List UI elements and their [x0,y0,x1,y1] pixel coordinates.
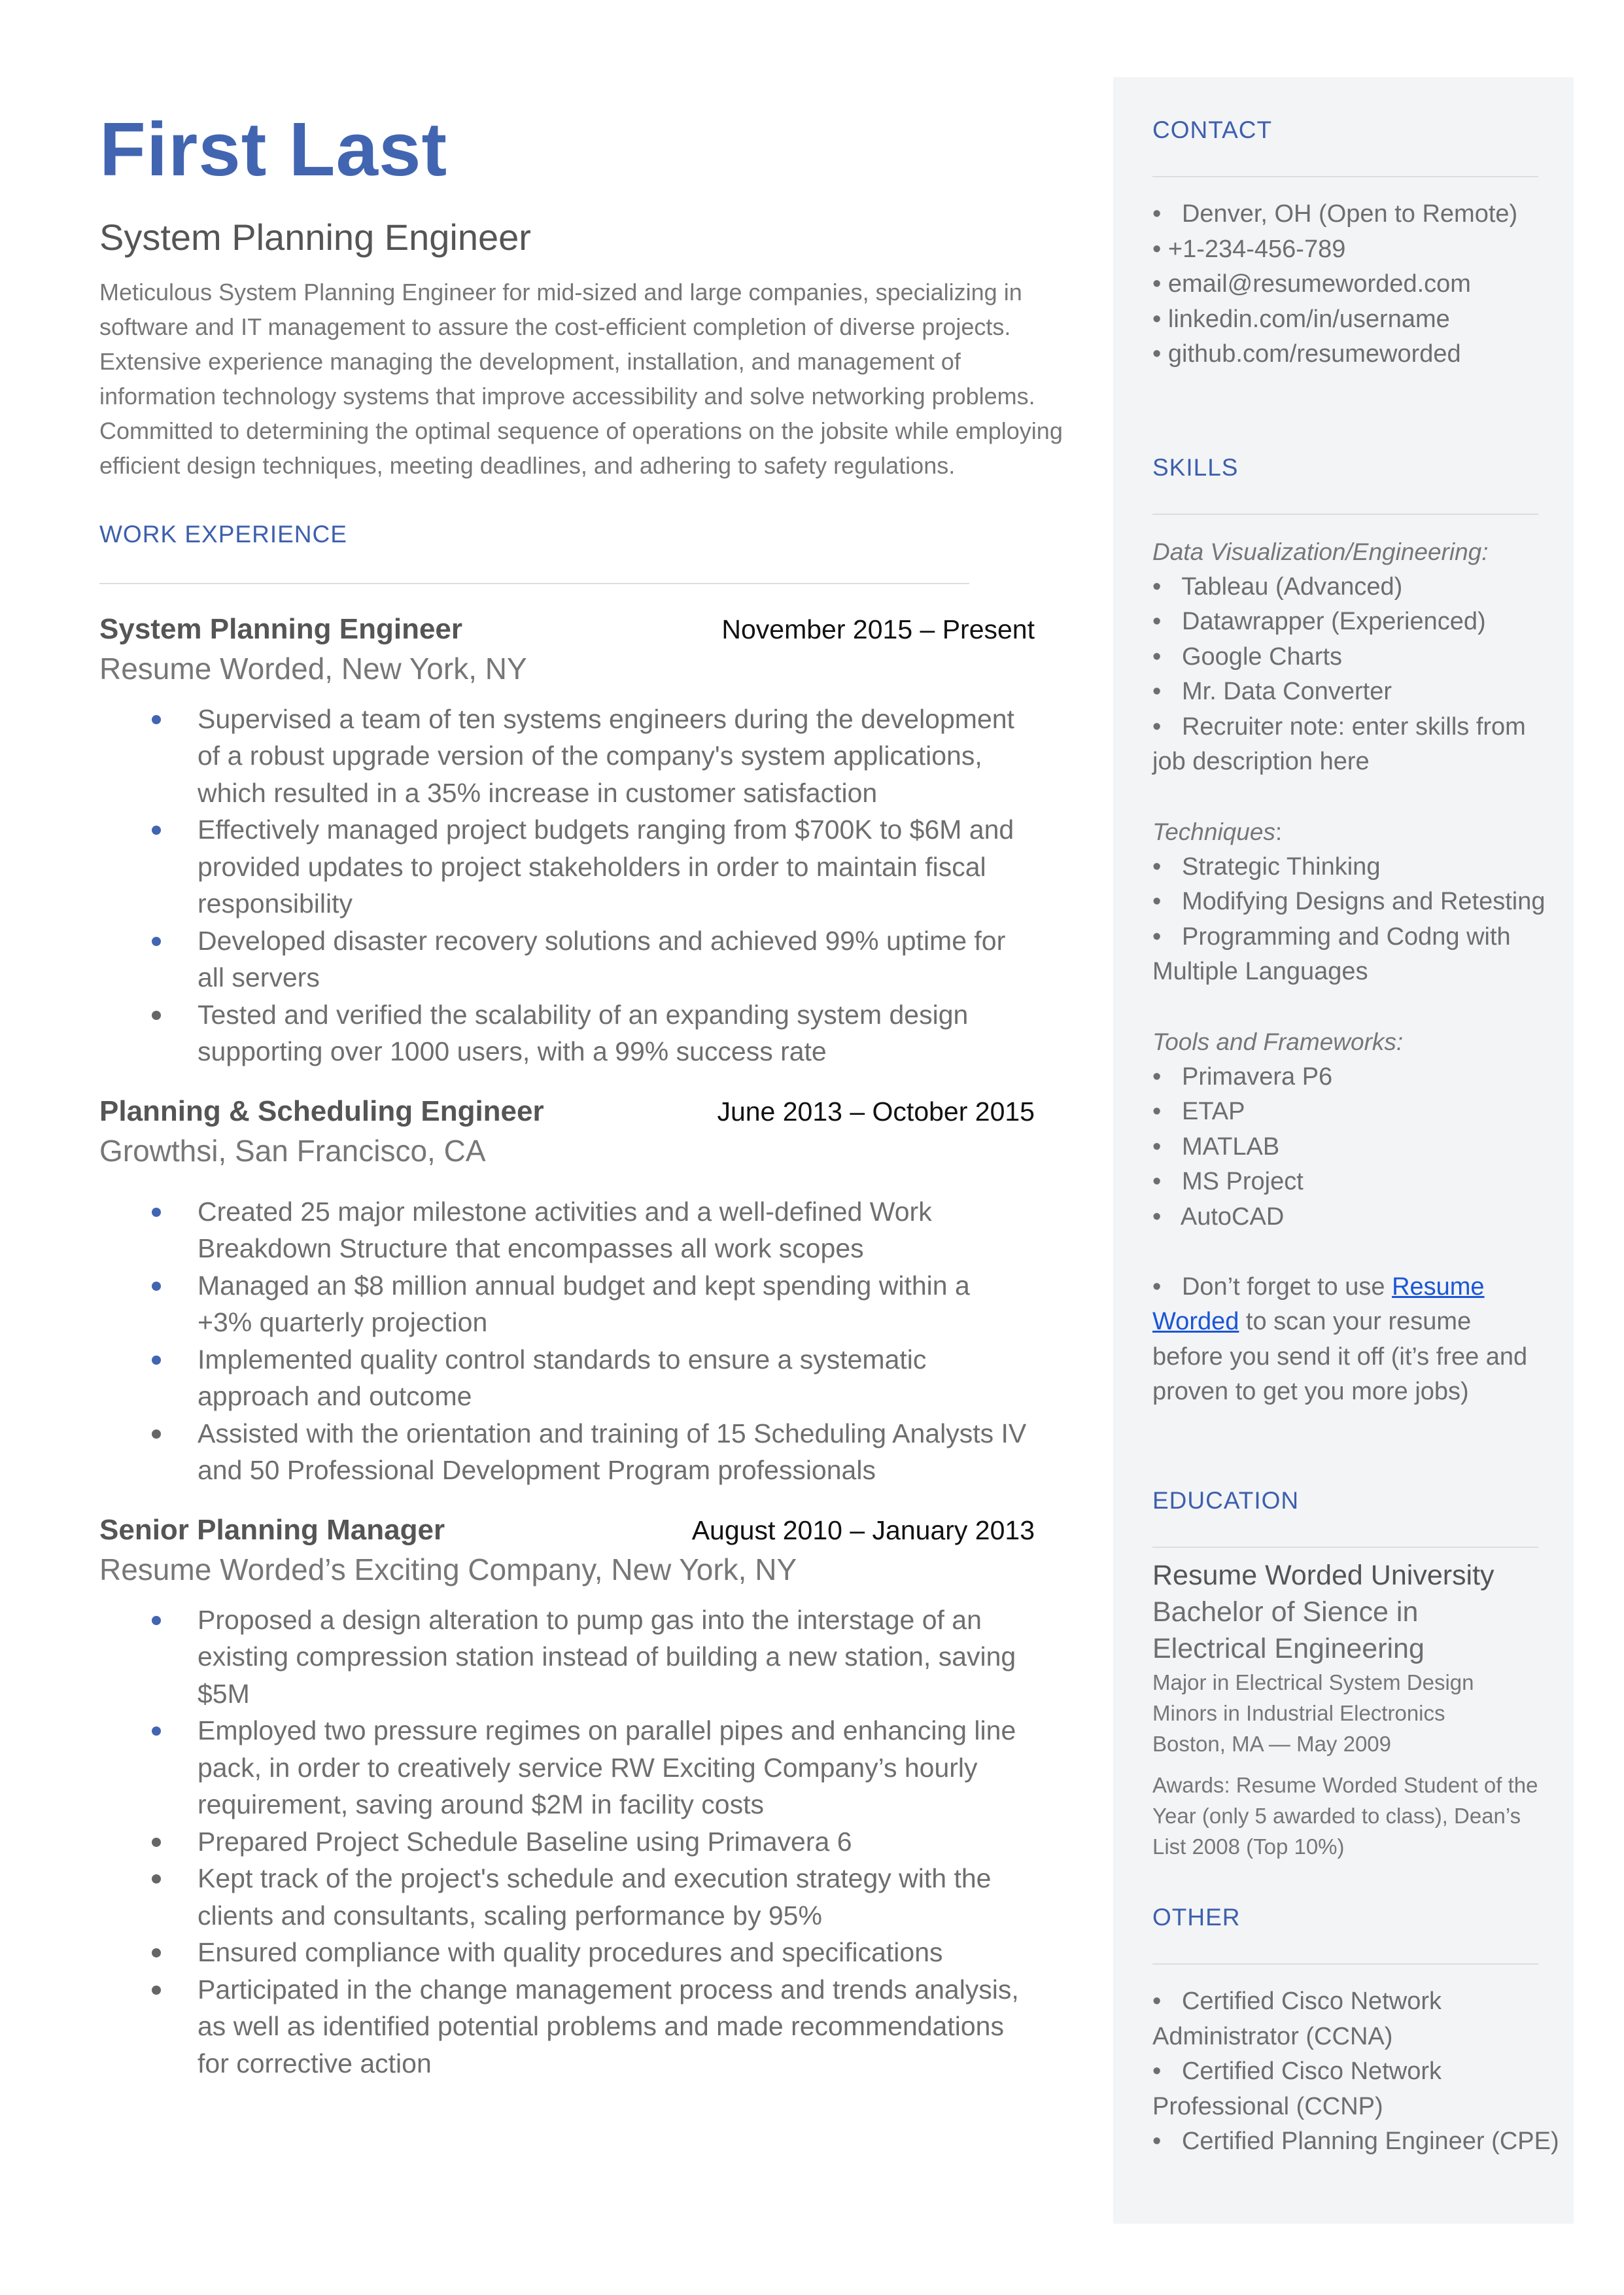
job-bullet [99,1971,1028,2082]
skills-category-label: Techniques: [1152,818,1283,845]
education-divider [1152,1547,1538,1548]
candidate-name: First Last [99,107,448,192]
job-dates: November 2015 – Present [721,614,1035,644]
skill-item: • Primavera P6 [1152,1062,1333,1091]
job-company: Resume Worded, New York, NY [99,651,527,686]
job-bullets [99,701,1028,1070]
skill-item: • Datawrapper (Experienced) [1152,608,1486,635]
education-location-date: Boston, MA — May 2009 [1152,1732,1392,1756]
job-bullets [99,1193,1028,1489]
job-bullet-text: Assisted with the orientation and training of 15 Scheduling Analysts IV and 50 Professional Development Program professionals [198,1418,1027,1486]
skills-category-label: Data Visualization/Engineering: [1152,538,1489,565]
bullet-dot-icon [152,1874,161,1883]
job-bullet [99,1934,1028,1971]
job-bullet [99,1602,1028,1713]
job-bullet-text: Tested and verified the scalability of an expanding system design supporting over 1000 users, with a 99% success rate [198,999,969,1067]
skills-category-label: Tools and Frameworks: [1152,1028,1404,1055]
job-bullet-text: Ensured compliance with quality procedures and specifications [198,1937,943,1968]
bullet-dot-icon [152,1282,161,1291]
bullet-dot-icon [152,1948,161,1957]
job-bullet [99,1415,1028,1489]
work-experience-divider [99,583,969,584]
job-bullet-text: Proposed a design alteration to pump gas into the interstage of an existing compression station instead of building a new station, saving $5M [198,1604,1016,1709]
other-list [1152,1984,1559,2160]
bullet-dot-icon [152,937,161,946]
skill-item: • MATLAB [1152,1132,1280,1161]
job-bullet-text: Employed two pressure regimes on parallel pipes and enhancing line pack, in order to creatively service RW Exciting Company’s hourly requirement, saving around $2M in facility costs [198,1715,1016,1820]
job-bullet-text: Prepared Project Schedule Baseline using Primavera 6 [198,1826,852,1857]
skills-divider [1152,514,1538,515]
certification-item: • Certified Cisco Network Administrator (CCNA) [1152,1988,1442,2050]
other-heading: OTHER [1152,1904,1241,1931]
job-bullet [99,1193,1028,1267]
job-bullet-text: Managed an $8 million annual budget and kept spending within a +3% quarterly projection [198,1270,970,1338]
summary-text: Meticulous System Planning Engineer for mid-sized and large companies, specializing in software and IT management to assure the cost-efficient completion of diverse projects. Extensive experience managing the development, installation, and management of information technology systems that improve accessibility and solve networking problems. Committed to determining the optimal sequence of operations on the jobsite while employing efficient design techniques, meeting deadlines, and adhering to safety regulations. [99,278,1063,479]
job-title: Senior Planning Manager [99,1513,445,1546]
education-school: Resume Worded University [1152,1560,1494,1591]
education-major: Major in Electrical System Design [1152,1670,1474,1694]
job-header [99,1514,1035,1547]
contact-email[interactable]: • email@resumeworded.com [1152,270,1471,298]
job-bullet [99,1823,1028,1861]
certification-item: • Certified Cisco Network Professional (CCNP) [1152,2058,1442,2120]
job-bullet [99,1267,1028,1341]
skill-item: • Mr. Data Converter [1152,678,1392,705]
skill-item: • Modifying Designs and Retesting [1152,888,1546,915]
main-column [99,107,1074,2082]
education-minor: Minors in Industrial Electronics [1152,1701,1445,1725]
job-bullet [99,811,1028,922]
bullet-dot-icon [152,1011,161,1020]
job-title: System Planning Engineer [99,612,463,645]
bullet-dot-icon [152,826,161,835]
other-section [1152,1904,1559,2160]
education-degree: Bachelor of Sience in Electrical Engineering [1152,1596,1425,1664]
bullet-dot-icon [152,1356,161,1365]
job-bullet [99,1860,1028,1934]
job-header [99,1095,1035,1128]
job-company: Growthsi, San Francisco, CA [99,1133,486,1168]
job-entry [99,613,1074,1070]
job-entry [99,1095,1074,1489]
contact-linkedin[interactable]: • linkedin.com/in/username [1152,305,1450,333]
job-bullet [99,1712,1028,1823]
bullet-dot-icon [152,1429,161,1439]
education-section [1152,1488,1538,1862]
contact-divider [1152,176,1538,177]
job-bullet-text: Developed disaster recovery solutions and achieved 99% uptime for all servers [198,925,1006,993]
contact-phone: • +1-234-456-789 [1152,235,1346,263]
skill-item: • AutoCAD [1152,1202,1285,1231]
job-bullet-text: Effectively managed project budgets ranging from $700K to $6M and provided updates to project stakeholders in order to maintain fiscal responsibility [198,815,1014,919]
sidebar [1113,77,1574,2224]
contact-heading: CONTACT [1152,116,1273,143]
job-company: Resume Worded’s Exciting Company, New York, NY [99,1552,797,1586]
job-header [99,613,1035,646]
skill-item: • ETAP [1152,1098,1245,1125]
skills-section [1152,454,1546,1410]
bullet-dot-icon [152,1986,161,1995]
job-bullet-text: Kept track of the project's schedule and execution strategy with the clients and consultants, scaling performance by 95% [198,1863,992,1931]
contact-location: • Denver, OH (Open to Remote) [1152,200,1518,228]
certification-item: • Certified Planning Engineer (CPE) [1152,2128,1559,2155]
bullet-dot-icon [152,715,161,724]
resume-worded-note: • Don’t forget to use Resume Worded to scan your resume before you send it off (it’s free and proven to get you more jobs) [1152,1272,1528,1405]
job-bullet [99,996,1028,1070]
job-bullet-text: Supervised a team of ten systems engineers during the development of a robust upgrade version of the company's system applications, which resulted in a 35% increase in customer satisfaction [198,703,1014,808]
job-bullets [99,1602,1028,2082]
job-entry [99,1514,1074,2082]
job-title: Planning & Scheduling Engineer [99,1095,544,1127]
contact-section [1152,118,1538,372]
skill-item: • Strategic Thinking [1152,852,1381,881]
skill-item: • Recruiter note: enter skills from job description here [1152,712,1526,775]
skill-item: • MS Project [1152,1168,1304,1195]
education-awards: Awards: Resume Worded Student of the Year (only 5 awarded to class), Dean’s List 2008 (Top 10%) [1152,1773,1538,1859]
job-bullet-text: Participated in the change management process and trends analysis, as well as identified potential problems and made recommendations for corrective action [198,1974,1019,2078]
job-dates: June 2013 – October 2015 [717,1096,1035,1127]
job-dates: August 2010 – January 2013 [691,1515,1035,1545]
bullet-dot-icon [152,1838,161,1847]
other-divider [1152,1963,1538,1965]
contact-github[interactable]: • github.com/resumeworded [1152,340,1461,368]
bullet-dot-icon [152,1208,161,1217]
skill-item: • Programming and Codng with Multiple Languages [1152,922,1511,985]
work-experience-heading: WORK EXPERIENCE [99,520,347,548]
education-heading: EDUCATION [1152,1487,1300,1514]
bullet-dot-icon [152,1726,161,1736]
contact-list [1152,197,1538,372]
skill-item: • Tableau (Advanced) [1152,572,1403,601]
job-bullet-text: Created 25 major milestone activities and a well-defined Work Breakdown Structure that encompasses all work scopes [198,1196,932,1264]
education-entry [1152,1557,1538,1862]
skill-item: • Google Charts [1152,642,1342,671]
job-bullet [99,1341,1028,1415]
candidate-role: System Planning Engineer [99,217,531,258]
bullet-dot-icon [152,1616,161,1625]
skills-heading: SKILLS [1152,454,1239,481]
job-bullet-text: Implemented quality control standards to ensure a systematic approach and outcome [198,1344,927,1412]
job-bullet [99,922,1028,996]
job-bullet [99,701,1028,812]
skills-list [1152,534,1546,1410]
resume-worded-link[interactable]: Resume Worded [1152,1272,1485,1335]
